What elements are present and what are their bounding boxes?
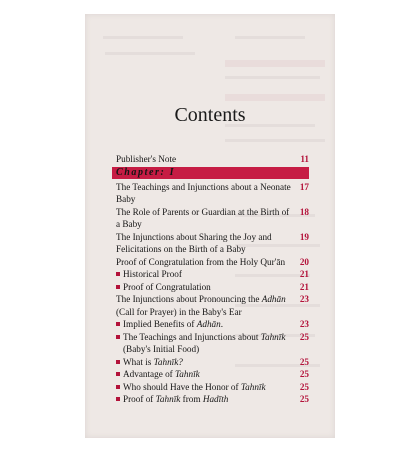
toc-entry[interactable]: [85, 268, 335, 281]
toc-entry-text: Publisher's Note: [116, 154, 177, 164]
bullet-icon: [116, 335, 120, 339]
toc-entry-text: Implied Benefits of Adhān.: [123, 319, 224, 329]
toc-entries: [85, 181, 335, 406]
chapter-heading-bar: [112, 167, 309, 179]
toc-entry[interactable]: [85, 231, 335, 256]
toc-entry[interactable]: [85, 381, 335, 394]
bullet-icon: [116, 360, 120, 364]
bullet-icon: [116, 397, 120, 401]
toc-entry-text: Proof of Congratulation: [123, 281, 211, 292]
toc-page-number: 23: [299, 319, 309, 329]
toc-entry[interactable]: [85, 181, 335, 206]
bullet-icon: [116, 272, 120, 276]
toc-entry-text: Historical Proof: [123, 269, 182, 279]
toc-page-number: 25: [299, 356, 309, 367]
toc-entry[interactable]: [85, 281, 335, 294]
toc-entry-text: The Injunctions about Pronouncing the Adhān (Call for Prayer) in the Baby's Ear: [116, 294, 286, 317]
toc-entry[interactable]: [85, 293, 335, 318]
toc-entry[interactable]: [85, 206, 335, 231]
toc-entry-text: Proof of Congratulation from the Holy Qur'ān: [116, 256, 286, 267]
toc-entry-text: What is Tahnīk?: [123, 356, 183, 367]
toc-entry-text: The Teachings and Injunctions about Tahnīk (Baby's Initial Food): [123, 331, 286, 354]
toc-entry-text: The Teachings and Injunctions about a Neonate Baby: [116, 181, 291, 204]
toc-page-number: 17: [299, 181, 309, 192]
book-page: [85, 14, 335, 438]
toc-page-number: 19: [299, 231, 309, 242]
toc-entry[interactable]: [85, 356, 335, 369]
toc-page-number: 25: [299, 394, 309, 404]
bullet-icon: [116, 385, 120, 389]
toc-page-number: 21: [299, 269, 309, 279]
toc-page-number: 25: [299, 369, 309, 379]
bullet-icon: [116, 372, 120, 376]
toc-entry[interactable]: [85, 368, 335, 381]
toc-entry[interactable]: [85, 331, 335, 356]
toc-page-number: 18: [299, 206, 309, 217]
toc-page-number: 11: [300, 154, 309, 164]
toc-page-number: 21: [299, 281, 309, 292]
bullet-icon: [116, 322, 120, 326]
toc-entry-text: Proof of Tahnīk from Hadīth: [123, 394, 229, 404]
chapter-label: Chapter: I: [116, 166, 176, 178]
toc-entry-text: The Role of Parents or Guardian at the Birth of a Baby: [116, 206, 290, 229]
toc-page-number: 25: [299, 331, 309, 342]
toc-entry[interactable]: [85, 256, 335, 269]
toc-entry[interactable]: [85, 393, 335, 406]
toc-entry-text: Who should Have the Honor of Tahnīk: [123, 381, 266, 392]
table-of-contents: [85, 153, 335, 406]
toc-entry-text: The Injunctions about Sharing the Joy and Felicitations on the Birth of a Baby: [116, 231, 272, 254]
toc-entry[interactable]: [85, 318, 335, 331]
toc-page-number: 23: [299, 294, 309, 304]
toc-page-number: 20: [299, 256, 309, 267]
toc-entry-text: Advantage of Tahnīk: [123, 369, 200, 379]
toc-page-number: 25: [299, 381, 309, 392]
toc-entry-publishers-note[interactable]: [85, 153, 335, 166]
page-title: Contents: [174, 104, 246, 126]
bullet-icon: [116, 285, 120, 289]
